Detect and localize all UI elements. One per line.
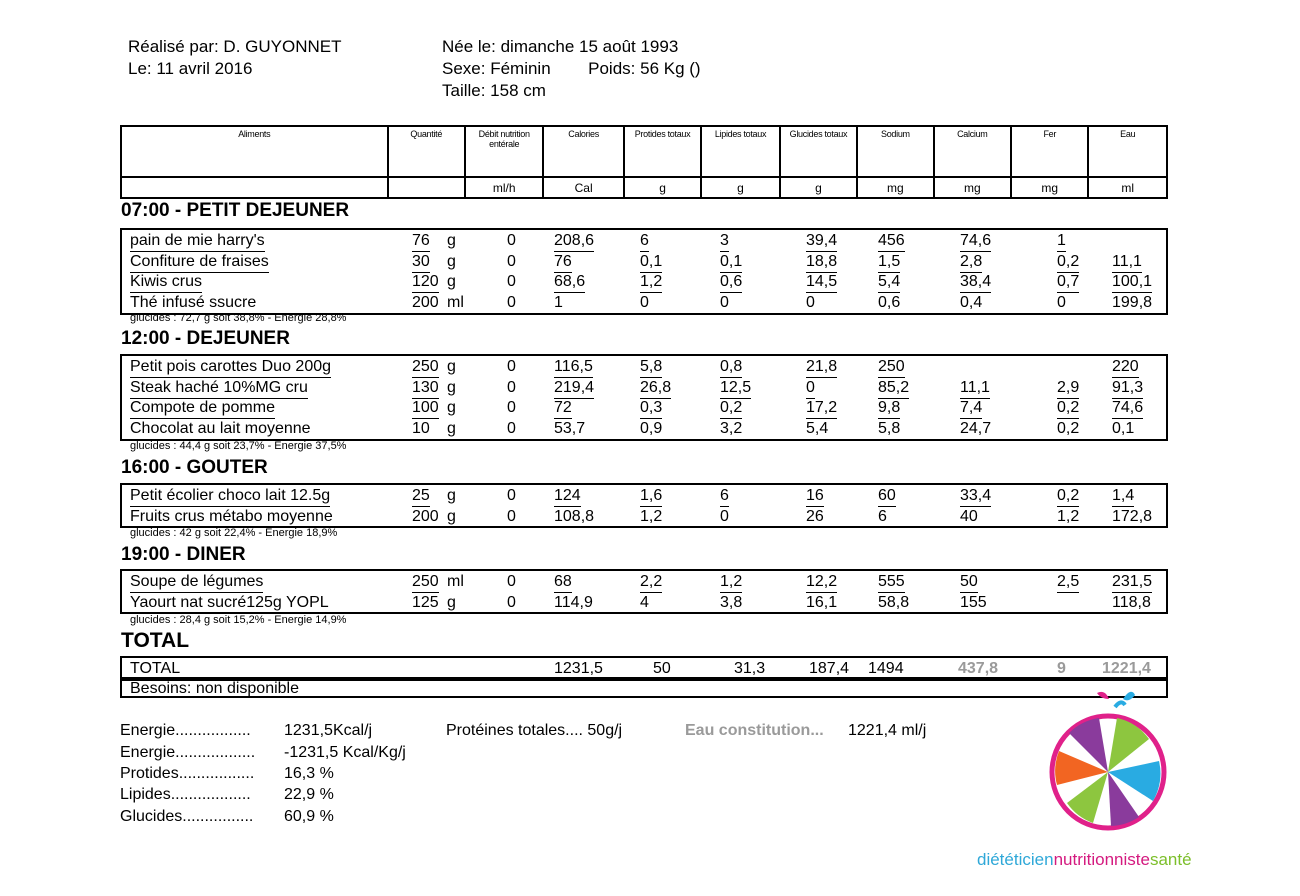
cell-cal: 108,8 [554, 507, 594, 528]
total-title: TOTAL [121, 629, 190, 652]
cell-calcium: 155 [960, 593, 987, 614]
cell-prot: 4 [640, 593, 649, 614]
cell-eau: 74,6 [1112, 398, 1143, 419]
cell-gluc: 5,4 [806, 419, 828, 440]
cell-fer: 2,9 [1057, 378, 1079, 399]
col-unit: mg [857, 177, 933, 198]
header-label-row [121, 126, 1167, 177]
total-sodium: 1494 [868, 660, 904, 677]
food-row [122, 485, 1166, 506]
cell-sodium: 60 [878, 486, 896, 507]
cell-sodium: 555 [878, 572, 905, 593]
meal-glucides-summary: glucides : 28,4 g soit 15,2% - Energie 14,9% [130, 614, 347, 626]
brand-part-3: santé [1149, 850, 1192, 869]
cell-aliment: Steak haché 10%MG cru [130, 378, 308, 399]
cell-qty: 100 [412, 398, 439, 419]
cell-calcium: 74,6 [960, 231, 991, 252]
besoins-row [122, 679, 1166, 700]
cell-sodium: 5,4 [878, 272, 900, 293]
cell-prot: 6 [640, 231, 649, 252]
meal-table [120, 354, 1168, 441]
food-row [122, 251, 1166, 272]
cell-qty: 250 [412, 357, 439, 378]
cell-qty: 25 [412, 486, 430, 507]
cell-prot: 5,8 [640, 357, 662, 378]
cell-cal: 68 [554, 572, 572, 593]
cell-calcium: 38,4 [960, 272, 991, 293]
cell-debit: 0 [507, 273, 516, 291]
cell-cal: 76 [554, 252, 572, 273]
cell-cal: 72 [554, 398, 572, 419]
cell-debit: 0 [507, 294, 516, 312]
cell-aliment: pain de mie harry's [130, 231, 265, 252]
cell-eau: 231,5 [1112, 572, 1152, 593]
cell-lip: 0,1 [720, 252, 742, 273]
meal-table [120, 483, 1168, 528]
cell-cal: 116,5 [554, 357, 593, 378]
col-unit: mg [1011, 177, 1088, 198]
cell-prot: 0,3 [640, 398, 662, 419]
cell-sodium: 1,5 [878, 252, 900, 273]
cell-qty: 30 [412, 252, 430, 273]
col-unit: Cal [543, 177, 623, 198]
cell-calcium: 11,1 [960, 378, 990, 399]
cell-qty: 125 [412, 593, 439, 614]
cell-fer: 0,7 [1057, 272, 1079, 293]
col-header: Aliments [121, 126, 388, 177]
food-row [122, 377, 1166, 398]
cell-gluc: 39,4 [806, 231, 837, 252]
cell-eau: 220 [1112, 357, 1139, 378]
cell-prot: 0,1 [640, 252, 662, 273]
cell-qty: 250 [412, 572, 439, 593]
cell-gluc: 0 [806, 293, 815, 314]
cell-fer: 0,2 [1057, 398, 1079, 419]
cell-prot: 1,2 [640, 272, 662, 293]
total-row [122, 658, 1166, 679]
cell-unit: g [447, 252, 456, 270]
lipides-value: 22,9 % [284, 786, 334, 803]
cell-unit: g [447, 487, 456, 504]
food-row [122, 506, 1166, 527]
total-label: TOTAL [130, 660, 181, 677]
cell-unit: g [447, 399, 456, 417]
cell-debit: 0 [507, 232, 516, 249]
cell-eau: 118,8 [1112, 593, 1151, 614]
cell-eau: 100,1 [1112, 272, 1152, 293]
col-unit: g [780, 177, 857, 198]
cell-lip: 0,8 [720, 357, 742, 378]
total-glucides: 187,4 [809, 659, 849, 680]
cell-eau: 1,4 [1112, 486, 1134, 507]
meal-glucides-summary: glucides : 44,4 g soit 23,7% - Energie 37,5% [130, 440, 347, 452]
cell-aliment: Petit écolier choco lait 12.5g [130, 486, 330, 507]
cell-aliment: Chocolat au lait moyenne [130, 419, 311, 440]
cell-fer: 0,2 [1057, 252, 1079, 273]
height-line: Taille: 158 cm [442, 81, 546, 100]
cell-gluc: 21,8 [806, 357, 837, 378]
eau-constitution-value: 1221,4 ml/j [848, 722, 927, 739]
col-unit [121, 177, 388, 198]
cell-cal: 1 [554, 293, 563, 314]
col-unit: ml [1088, 177, 1167, 198]
cell-qty: 200 [412, 293, 439, 314]
food-row [122, 292, 1166, 313]
cell-lip: 3 [720, 231, 729, 252]
meal-glucides-summary: glucides : 42 g soit 22,4% - Energie 18,9% [130, 527, 338, 539]
cell-calcium: 33,4 [960, 486, 991, 507]
cell-lip: 6 [720, 486, 729, 507]
proteines-totales: Protéines totales.... 50g/j [446, 722, 623, 739]
cell-calcium: 0,4 [960, 293, 982, 314]
cell-lip: 0,6 [720, 272, 742, 293]
cell-gluc: 16 [806, 486, 824, 507]
col-header: Quantité [388, 126, 465, 177]
col-unit: g [701, 177, 779, 198]
cell-prot: 1,2 [640, 507, 662, 528]
cell-gluc: 18,8 [806, 252, 837, 273]
meal-table [120, 569, 1168, 614]
food-row [122, 397, 1166, 418]
meal-title: 07:00 - PETIT DEJEUNER [121, 200, 350, 221]
cell-unit: g [447, 420, 456, 438]
report-author-block [128, 36, 342, 80]
cell-qty: 130 [412, 378, 439, 399]
cell-calcium: 2,8 [960, 252, 982, 273]
cell-gluc: 17,2 [806, 398, 837, 419]
besoins-text: Besoins: non disponible [130, 680, 300, 697]
brand-part-2: nutritionniste [1053, 850, 1150, 869]
cell-unit: g [447, 378, 456, 396]
cell-qty: 76 [412, 231, 430, 252]
cell-cal: 53,7 [554, 419, 585, 440]
col-header: Calories [543, 126, 623, 177]
food-row [122, 418, 1166, 439]
col-unit: mg [934, 177, 1011, 198]
glucides-label: Glucides................ [120, 808, 254, 825]
brand-name [977, 850, 1192, 870]
cell-sodium: 58,8 [878, 593, 909, 614]
column-header-table [120, 125, 1168, 199]
total-lipides: 31,3 [734, 659, 765, 680]
cell-lip: 3,8 [720, 593, 742, 614]
col-header: Protides totaux [624, 126, 701, 177]
cell-aliment: Compote de pomme [130, 398, 275, 419]
cell-prot: 0,9 [640, 419, 662, 440]
cell-unit: g [447, 358, 456, 375]
col-header: Lipides totaux [701, 126, 779, 177]
cell-cal: 208,6 [554, 231, 594, 252]
cell-aliment: Fruits crus métabo moyenne [130, 507, 333, 528]
cell-sodium: 456 [878, 231, 905, 252]
weight-value: Poids: 56 Kg () [588, 59, 701, 78]
cell-aliment: Yaourt nat sucré125g YOPL [130, 593, 329, 614]
cell-unit: g [447, 593, 456, 611]
total-fer: 9 [1057, 659, 1066, 680]
cell-aliment: Petit pois carottes Duo 200g [130, 357, 331, 378]
cell-fer: 0 [1057, 293, 1066, 314]
energie-kg-label: Energie.................. [120, 744, 256, 761]
total-eau: 1221,4 [1102, 659, 1151, 680]
cell-cal: 124 [554, 486, 581, 507]
protides-value: 16,3 % [284, 765, 334, 782]
cell-prot: 2,2 [640, 572, 662, 593]
brand-part-1: diététicien [977, 850, 1054, 869]
cell-aliment: Soupe de légumes [130, 572, 263, 593]
cell-sodium: 0,6 [878, 293, 900, 314]
cell-debit: 0 [507, 573, 516, 590]
food-row [122, 356, 1166, 377]
birthdate-line: Née le: dimanche 15 août 1993 [442, 37, 679, 56]
cell-fer: 2,5 [1057, 572, 1079, 593]
cell-unit: g [447, 232, 456, 249]
cell-gluc: 0 [806, 378, 815, 399]
energie-kg-value: -1231,5 Kcal/Kg/j [284, 744, 406, 761]
food-row [122, 571, 1166, 592]
cell-unit: ml [447, 573, 464, 590]
lipides-label: Lipides.................. [120, 786, 251, 803]
cell-lip: 0 [720, 507, 729, 528]
glucides-value: 60,9 % [284, 808, 334, 825]
cell-debit: 0 [507, 487, 516, 504]
cell-sodium: 250 [878, 357, 905, 378]
cell-calcium: 40 [960, 507, 978, 528]
cell-prot: 26,8 [640, 378, 671, 399]
energie-kcal-value: 1231,5Kcal/j [284, 722, 373, 739]
protides-label: Protides................. [120, 765, 255, 782]
meal-glucides-summary: glucides : 72,7 g soit 38,8% - Energie 28,8% [130, 312, 347, 324]
cell-debit: 0 [507, 252, 516, 270]
cell-eau: 199,8 [1112, 293, 1152, 314]
cell-lip: 0,2 [720, 398, 742, 419]
fruit-logo-icon [1035, 685, 1185, 840]
cell-aliment: Kiwis crus [130, 272, 202, 293]
cell-cal: 219,4 [554, 378, 594, 399]
meal-title: 19:00 - DINER [121, 544, 246, 565]
cell-calcium: 7,4 [960, 398, 982, 419]
cell-gluc: 14,5 [806, 272, 837, 293]
total-protides: 50 [653, 659, 671, 680]
cell-lip: 0 [720, 293, 729, 314]
cell-debit: 0 [507, 420, 516, 438]
cell-qty: 120 [412, 272, 439, 293]
cell-prot: 0 [640, 293, 649, 314]
cell-unit: g [447, 507, 456, 525]
cell-sodium: 6 [878, 507, 887, 528]
cell-lip: 1,2 [720, 572, 742, 593]
cell-sodium: 85,2 [878, 378, 909, 399]
patient-info-block [442, 36, 701, 102]
cell-eau: 0,1 [1112, 419, 1134, 440]
cell-gluc: 16,1 [806, 593, 837, 614]
cell-sodium: 5,8 [878, 419, 900, 440]
cell-eau: 11,1 [1112, 252, 1142, 273]
cell-debit: 0 [507, 507, 516, 525]
cell-calcium: 50 [960, 572, 978, 593]
col-header: Fer [1011, 126, 1088, 177]
author-line: Réalisé par: D. GUYONNET [128, 37, 342, 56]
cell-calcium: 24,7 [960, 419, 991, 440]
header-unit-row [121, 177, 1167, 198]
cell-prot: 1,6 [640, 486, 662, 507]
sex-value: Sexe: Féminin [442, 59, 551, 78]
cell-aliment: Thé infusé ssucre [130, 293, 256, 314]
total-calories: 1231,5 [554, 659, 603, 680]
cell-lip: 12,5 [720, 378, 751, 399]
meal-table [120, 228, 1168, 315]
col-header: Débit nutrition entérale [465, 126, 543, 177]
cell-lip: 3,2 [720, 419, 742, 440]
cell-gluc: 26 [806, 507, 824, 528]
meal-title: 16:00 - GOUTER [121, 457, 268, 478]
cell-fer: 0,2 [1057, 486, 1079, 507]
cell-qty: 10 [412, 419, 430, 440]
date-line: Le: 11 avril 2016 [128, 59, 253, 78]
col-header: Calcium [934, 126, 1011, 177]
cell-aliment: Confiture de fraises [130, 252, 269, 273]
col-unit: g [624, 177, 701, 198]
col-unit: ml/h [465, 177, 543, 198]
cell-fer: 0,2 [1057, 419, 1079, 440]
food-row [122, 230, 1166, 251]
cell-gluc: 12,2 [806, 572, 837, 593]
cell-cal: 114,9 [554, 593, 593, 614]
cell-debit: 0 [507, 593, 516, 611]
col-header: Sodium [857, 126, 933, 177]
cell-unit: g [447, 273, 456, 291]
food-row [122, 592, 1166, 613]
cell-sodium: 9,8 [878, 398, 900, 419]
total-calcium: 437,8 [958, 659, 998, 680]
cell-fer: 1 [1057, 231, 1066, 252]
meal-title: 12:00 - DEJEUNER [121, 328, 290, 349]
col-header: Eau [1088, 126, 1167, 177]
cell-debit: 0 [507, 399, 516, 417]
col-header: Glucides totaux [780, 126, 857, 177]
sex-weight-line [442, 58, 701, 80]
cell-cal: 68,6 [554, 272, 585, 293]
food-row [122, 271, 1166, 292]
cell-unit: ml [447, 294, 464, 312]
cell-eau: 91,3 [1112, 378, 1143, 399]
cell-eau: 172,8 [1112, 507, 1152, 528]
cell-debit: 0 [507, 358, 516, 375]
eau-constitution-label: Eau constitution... [685, 722, 824, 739]
cell-debit: 0 [507, 378, 516, 396]
cell-fer: 1,2 [1057, 507, 1079, 528]
cell-qty: 200 [412, 507, 439, 528]
energie-kcal-label: Energie................. [120, 722, 251, 739]
besoins-box [120, 677, 1168, 698]
col-unit [388, 177, 465, 198]
